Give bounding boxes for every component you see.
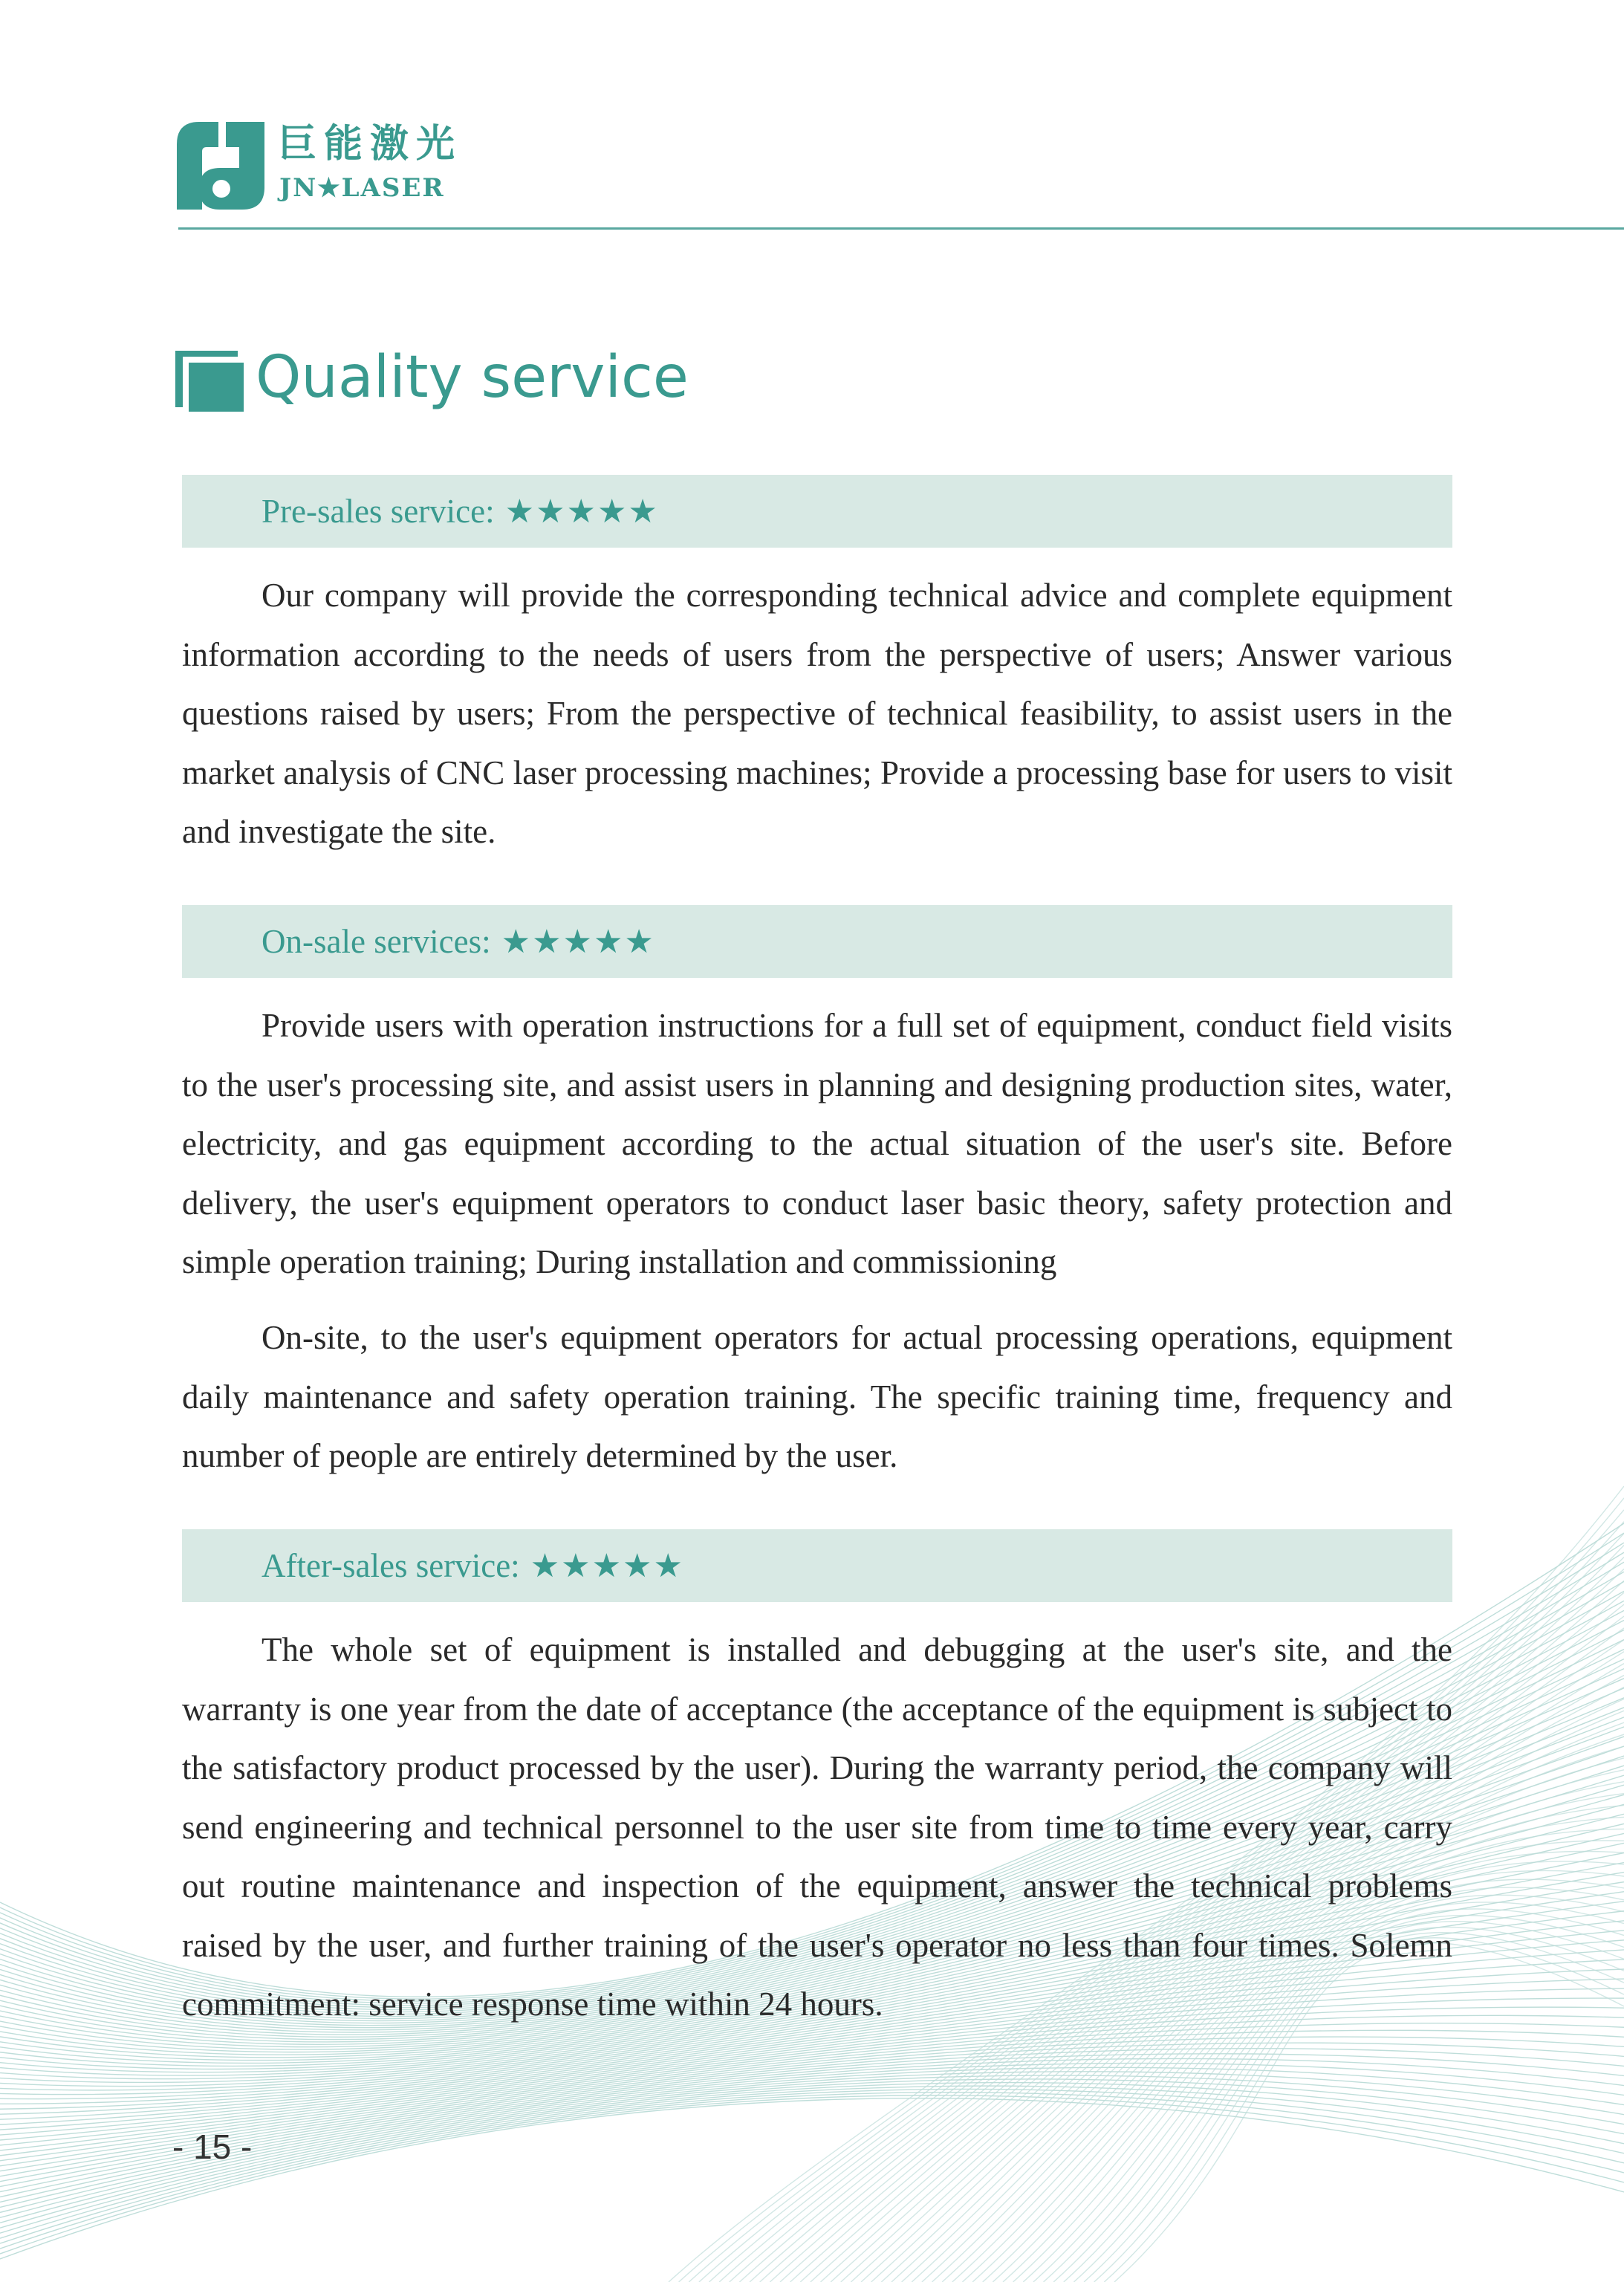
page-number: - 15 - — [172, 2127, 253, 2166]
header-divider — [178, 227, 1624, 230]
star-rating-icon: ★★★★★ — [504, 492, 659, 531]
on-sale-paragraph-1: Provide users with operation instructions for a full set of equipment, conduct field visits to the user's processing site, and assist users in planning and designing production sites, water, electricity, and gas equipment according to the actual situation of the user's site. Before delivery, the user's equipment operators to conduct laser basic theory, safety protection and simple operation training; During installation and commissioning — [182, 1007, 1452, 1280]
after-sales-paragraph: The whole set of equipment is installed and debugging at the user's site, and the warranty is one year from the date of acceptance (the acceptance of the equipment is subject to the satisfactory product processed by the user). During the warranty period, the company will send engineering and technical personnel to the user site from time to time every year, carry out routine maintenance and inspection of the equipment, answer the technical problems raised by the user, and further training of the user's operator no less than four times. Solemn commitment: service response time within 24 hours. — [182, 1631, 1452, 2023]
title-square-icon — [175, 351, 244, 412]
star-rating-icon: ★★★★★ — [501, 922, 655, 961]
on-sale-paragraph-2: On-site, to the user's equipment operators for actual processing operations, equipment daily maintenance and safety operation training. The specific training time, frequency and number of people are entirely determined by the user. — [182, 1319, 1452, 1474]
section-label: After-sales service: — [262, 1547, 520, 1584]
section-label: Pre-sales service: — [262, 493, 495, 530]
section-heading-pre-sales — [182, 475, 1452, 548]
pre-sales-paragraph: Our company will provide the corresponding technical advice and complete equipment information according to the needs of users from the perspective of users; Answer various questions raised by users; From the perspective of technical feasibility, to assist users in the market analysis of CNC laser processing machines; Provide a processing base for users to visit and investigate the site. — [182, 577, 1452, 850]
section-heading-after-sales — [182, 1529, 1452, 1602]
jn-laser-logo-icon — [177, 122, 264, 210]
brand-name-en: JN★LASER — [279, 173, 445, 203]
section-heading-on-sale — [182, 905, 1452, 978]
brand-name-cn: 巨能激光 — [278, 122, 463, 166]
star-rating-icon: ★★★★★ — [530, 1546, 684, 1585]
page-title: Quality service — [256, 344, 689, 411]
section-label: On-sale services: — [262, 923, 491, 960]
